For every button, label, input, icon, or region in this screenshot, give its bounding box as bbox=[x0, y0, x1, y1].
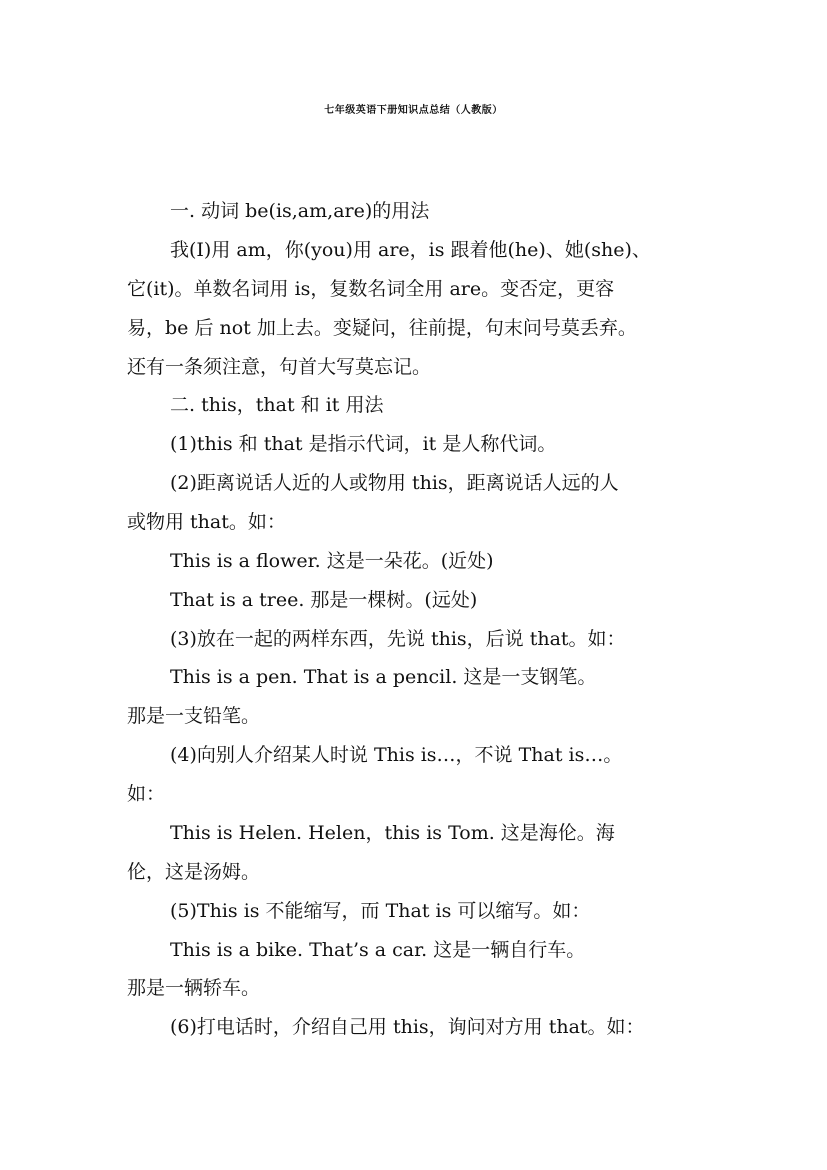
paragraph-line: 如： bbox=[127, 783, 166, 805]
example-line: This is a bike. That’s a car. 这是一辆自行车。 bbox=[170, 939, 586, 961]
paragraph-line: (4)向别人介绍某人时说 This is…，不说 That is…。 bbox=[170, 744, 623, 766]
example-line: This is a flower. 这是一朵花。(近处) bbox=[170, 550, 494, 572]
section-heading-this-that: 二. this，that 和 it 用法 bbox=[170, 394, 384, 416]
paragraph-line: (2)距离说话人近的人或物用 this，距离说话人远的人 bbox=[170, 472, 619, 494]
section-heading-be: 一. 动词 be(is,am,are)的用法 bbox=[170, 200, 430, 222]
paragraph-line: 我(I)用 am，你(you)用 are，is 跟着他(he)、她(she)、 bbox=[170, 239, 651, 261]
example-line: 伦，这是汤姆。 bbox=[127, 861, 261, 883]
paragraph-line: (3)放在一起的两样东西，先说 this，后说 that。如： bbox=[170, 628, 626, 650]
example-line: That is a tree. 那是一棵树。(远处) bbox=[170, 589, 478, 611]
paragraph-line: (6)打电话时，介绍自己用 this，询问对方用 that。如： bbox=[170, 1016, 645, 1038]
paragraph-line: 还有一条须注意，句首大写莫忘记。 bbox=[127, 356, 432, 378]
paragraph-line: (1)this 和 that 是指示代词，it 是人称代词。 bbox=[170, 433, 557, 455]
example-line: This is a pen. That is a pencil. 这是一支钢笔。 bbox=[170, 666, 597, 688]
paragraph-line: (5)This is 不能缩写，而 That is 可以缩写。如： bbox=[170, 900, 591, 922]
example-line: 那是一支铅笔。 bbox=[127, 705, 261, 727]
paragraph-line: 它(it)。单数名词用 is，复数名词全用 are。变否定，更容 bbox=[127, 278, 615, 300]
document-title: 七年级英语下册知识点总结（人教版） bbox=[324, 105, 503, 116]
paragraph-line: 或物用 that。如： bbox=[127, 511, 286, 533]
paragraph-line: 易，be 后 not 加上去。变疑问，往前提，句末问号莫丢弃。 bbox=[127, 317, 637, 339]
example-line: This is Helen. Helen，this is Tom. 这是海伦。海 bbox=[170, 822, 615, 844]
example-line: 那是一辆轿车。 bbox=[127, 977, 261, 999]
